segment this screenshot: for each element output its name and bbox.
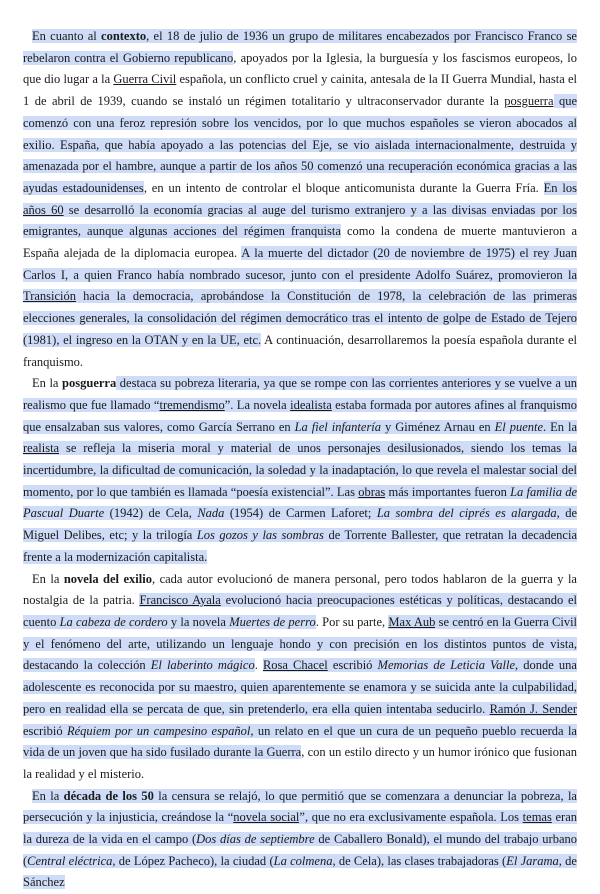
text-run: El Jarama [506, 853, 559, 868]
text-run: , apoyados por la Iglesia, la burguesía y los fascismos europeos, lo que dio lugar a la [23, 50, 577, 87]
paragraph-decada-50 [23, 786, 577, 894]
text-run: posguerra [62, 376, 117, 391]
text-run: En la [32, 376, 63, 391]
text-run: década de los 50 [63, 788, 154, 803]
text-run: y Giménez Arnau en [381, 419, 495, 434]
text-run: obras [358, 484, 386, 499]
text-run: El laberinto mágico [150, 658, 255, 673]
paragraph-posguerra [23, 373, 577, 568]
text-run: En los [543, 180, 577, 195]
text-run: posguerra [504, 94, 554, 109]
text-run: Memorias de Leticia Valle [377, 658, 516, 673]
text-run: Guerra Civil [113, 72, 177, 87]
text-run: , cada autor evolucionó de manera personal, pero todos hablaron de la guerra y la nostalgia de la patria. [23, 571, 577, 608]
text-run: (1954) de Carmen Laforet; [224, 506, 377, 521]
text-run: Ramón J. Sender [489, 701, 577, 716]
text-run: , de Cela), las clases trabajadoras ( [332, 853, 507, 868]
text-run: La familia de Pascual Duarte [23, 484, 578, 521]
text-run: eran la dureza de la vida en el campo ( [23, 810, 577, 847]
text-run: más importantes fueron [385, 484, 511, 499]
text-run: En la [32, 571, 64, 586]
text-run: . [254, 658, 263, 673]
text-run: , en un intento de controlar el bloque anticomunista durante la Guerra Fría. [143, 180, 544, 195]
text-run: , de Miguel Delibes, etc; y la trilogía [23, 506, 577, 543]
text-run: novela del exilio [63, 571, 152, 586]
text-run: años 60 [23, 202, 64, 217]
text-run: A continuación, desarrollaremos la poesía española durante el franquismo. [23, 332, 577, 369]
text-run: (1942) de Cela, [104, 506, 198, 521]
text-run: y la novela [167, 614, 230, 629]
text-run: escribió [23, 723, 67, 738]
text-run: de Caballero Bonald), el mundo del trabajo urbano ( [23, 832, 578, 868]
text-run: de Torrente Ballester, que retratan la decadencia frente a la modernización capitalista. [23, 528, 577, 564]
text-run: escribió [327, 658, 378, 673]
paragraph-contexto [23, 26, 577, 373]
text-run: novela social [233, 810, 300, 825]
text-run: evolucionó hacia preocupaciones estéticas y políticas, destacando el cuento [23, 593, 577, 629]
text-run: Nada [197, 506, 225, 521]
text-run: idealista [290, 397, 332, 412]
text-run: En la [32, 788, 64, 803]
text-run: temas [522, 810, 552, 825]
text-run: Rosa Chacel [262, 658, 328, 673]
text-run: Francisco Ayala [139, 593, 221, 608]
text-run: . Por su parte, [315, 614, 389, 629]
text-run: En cuanto al [32, 29, 102, 43]
text-run: Max Aub [388, 614, 436, 629]
text-run: ”, que no era exclusivamente española. Los [299, 810, 523, 825]
text-run: . En la [543, 419, 577, 434]
text-run: contexto [101, 29, 147, 43]
text-run: El puente [494, 419, 544, 434]
text-run: se centró en la Guerra Civil y el fenómeno del arte, utilizando un lenguaje hondo y con precisión en los distintos puntos de vista, destacando la colección [23, 614, 578, 673]
text-run: Dos días de septiembre [196, 832, 315, 847]
paragraph-novela-exilio [23, 569, 577, 786]
text-run: La fiel infantería [294, 419, 382, 434]
text-run: que comenzó con una feroz represión sobre los vencidos, por lo que muchos españoles se vieron abocados al exilio. España, que había apoyado a las potencias del Eje, se vio aislada internacionalmente, destruida y amenazada por el hambre, aunque a partir de los años 50 comenzó una recuperación económica gracias a las ayudas estadounidenses [23, 94, 577, 195]
text-run: , con un estilo directo y un humor irónico que fusionan la realidad y el misterio. [23, 745, 577, 781]
text-run: Muertes de perro [229, 614, 316, 629]
text-run: hacia la democracia, aprobándose la Constitución de 1978, la celebración de las primeras elecciones generales, la consolidación del régimen democrático tras el intento de golpe de Estado de Tejero (1981), el ingreso en la OTAN y en la UE, etc. [23, 289, 577, 347]
text-run: Los gozos y las sombras [196, 528, 324, 543]
text-run: se desarrolló la economía gracias al auge del turismo extranjero y a las divisas enviadas por los emigrantes, aunque algunas acciones del régimen franquista [23, 202, 577, 239]
text-run: ”. La novela [224, 397, 291, 412]
text-run: , donde una adolescente es reconocida por su maestro, quien aparentemente se enamora y se suicida ante la culpabilidad, pero en realidad ella se percata de que, sin pretenderlo, era ella quien intentaba seducirlo. [23, 658, 577, 716]
text-run: , el 18 de julio de 1936 un grupo de militares encabezados por Francisco Franco se rebelaron contra el Gobierno republicano [23, 29, 577, 65]
text-run: , de Sánchez [23, 853, 577, 890]
text-run: La sombra del ciprés es alargada [376, 506, 557, 521]
text-run: realista [23, 441, 60, 456]
text-run: La cabeza de cordero [59, 614, 168, 629]
text-run: española, un conflicto cruel y cainita, antesala de la II Guerra Mundial, hasta el 1 de abril de 1939, cuando se instaló un régimen totalitario y ultraconservador durante la [23, 72, 577, 109]
text-run: la censura se relajó, lo que permitió que se comenzara a denunciar la pobreza, la persecución y la injusticia, creándose la “ [23, 788, 577, 825]
text-run: destaca su pobreza literaria, ya que se rompe con las corrientes anteriores y se vuelve a un realismo que fue llamado “ [23, 376, 577, 412]
text-run: Transición [23, 289, 77, 304]
text-run: , de López Pacheco), la ciudad ( [112, 853, 274, 868]
text-run: tremendismo [159, 397, 225, 412]
text-run: La colmena [273, 853, 333, 868]
text-run: se refleja la miseria moral y material de unos personajes desilusionados, siendo los temas la incertidumbre, la dificultad de comunicación, la soledad y la inadaptación, lo que revela el malestar social del momento, por lo que también es llamada “poesía existencial”. Las [23, 441, 577, 499]
text-run: Central eléctrica [27, 853, 113, 868]
text-run: Réquiem por un campesino español [66, 723, 251, 738]
text-run: estaba formada por autores afines al franquismo que ensalzaban sus valores, como García Serrano en [23, 397, 577, 434]
text-run: , un relato en el que un cura de un pequeño pueblo recuerda la vida de un joven que ha sido fusilado durante la Guerra [23, 723, 577, 760]
text-run: A la muerte del dictador (20 de noviembre de 1975) el rey Juan Carlos I, a quien Franco había nombrado sucesor, junto con el presidente Adolfo Suárez, promovieron la [23, 246, 577, 282]
text-run: como la condena de muerte mantuvieron a España alejada de la diplomacia europea. [23, 224, 577, 261]
